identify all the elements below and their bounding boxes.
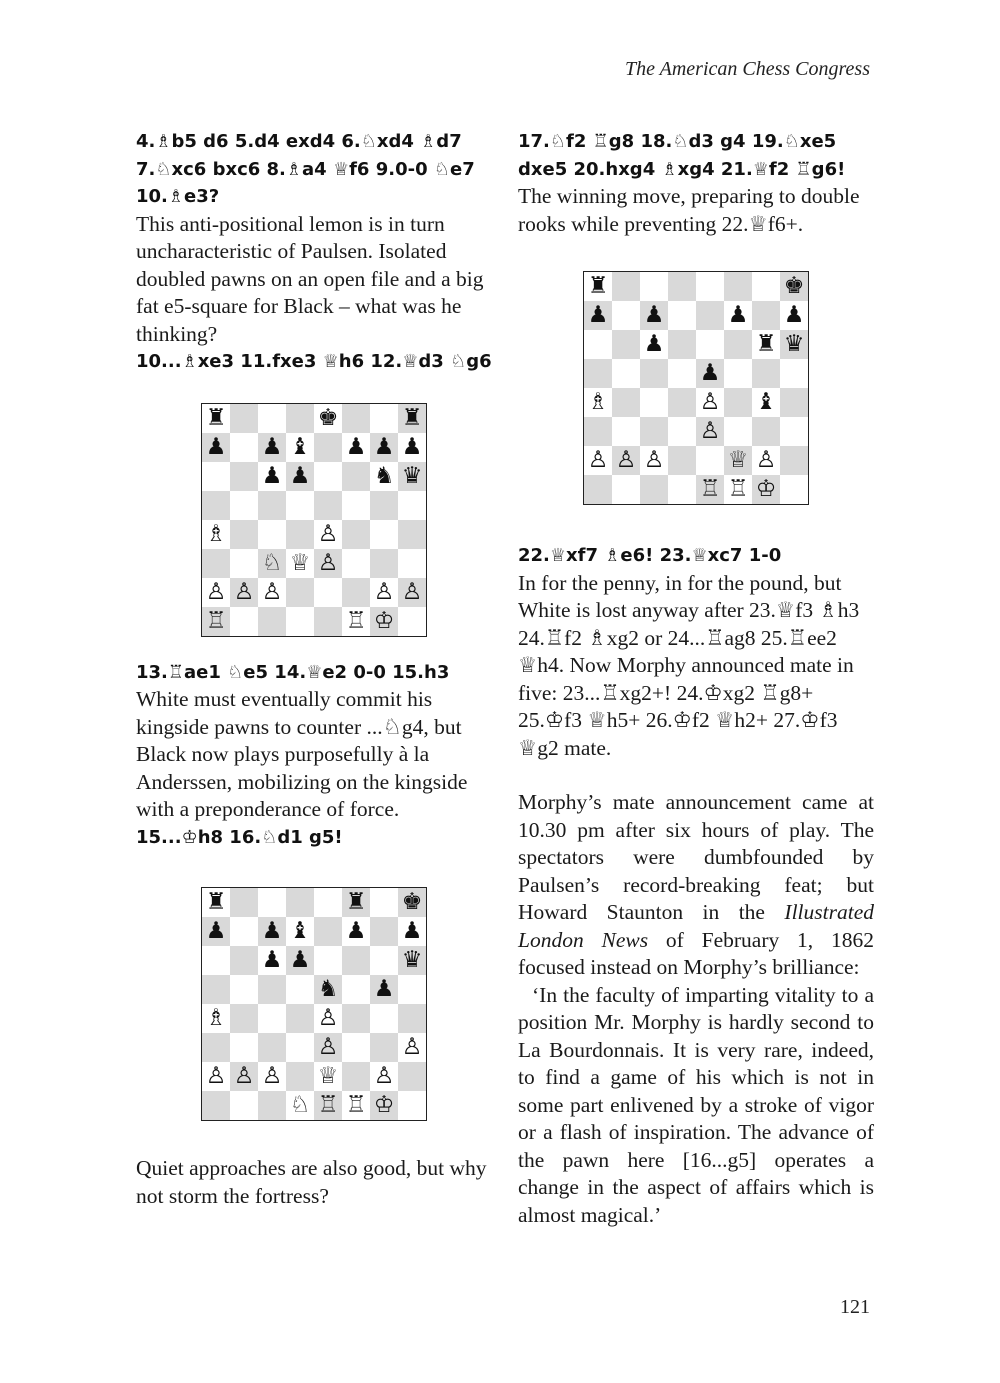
board-square <box>258 888 286 917</box>
board-square <box>584 272 612 301</box>
black-rook-icon: ♜ <box>205 404 227 431</box>
board-square <box>202 975 230 1004</box>
commentary-paragraph: In for the penny, in for the pound, but White is lost anyway after 23.♕f3 ♗h3 24.♖f2 ♗xg2 or 24...♖ag8 25.♖ee2 ♕h4. Now Morphy announced mate in five: 23...♖xg2+! 24.♔xg2 ♖g8+ 25.♔f3 ♕h5+ 26.♔f2 ♕h2+ 27.♔f3 ♕g2 mate. <box>518 570 860 760</box>
board-square <box>258 607 286 636</box>
white-pawn-icon: ♙ <box>373 578 395 605</box>
board-square <box>612 475 640 504</box>
board-square <box>612 446 640 475</box>
board-square <box>584 330 612 359</box>
white-pawn-icon: ♙ <box>233 578 255 605</box>
white-king-icon: ♔ <box>373 607 395 634</box>
board-square <box>342 888 370 917</box>
black-queen-icon: ♛ <box>401 462 423 489</box>
black-pawn-icon: ♟ <box>345 918 367 944</box>
black-rook-icon: ♜ <box>205 889 227 915</box>
black-rook-icon: ♜ <box>587 273 609 299</box>
board-square <box>370 917 398 946</box>
board-square <box>258 491 286 520</box>
white-rook-icon: ♖ <box>345 1092 367 1118</box>
board-square <box>398 1033 426 1062</box>
black-pawn-icon: ♟ <box>261 433 283 460</box>
board-square <box>370 520 398 549</box>
board-square <box>314 1091 342 1120</box>
board-square <box>202 578 230 607</box>
board-square <box>612 417 640 446</box>
board-square <box>202 462 230 491</box>
board-square <box>640 330 668 359</box>
board-square <box>314 491 342 520</box>
board-square <box>724 417 752 446</box>
board-square <box>612 388 640 417</box>
board-square <box>202 549 230 578</box>
board-square <box>258 975 286 1004</box>
left-column <box>136 128 492 1210</box>
board-square <box>202 433 230 462</box>
board-square <box>370 1033 398 1062</box>
board-square <box>668 330 696 359</box>
black-pawn-icon: ♟ <box>205 918 227 944</box>
board-square <box>342 404 370 433</box>
black-pawn-icon: ♟ <box>289 947 311 973</box>
board-square <box>696 272 724 301</box>
board-square <box>342 946 370 975</box>
board-square <box>640 359 668 388</box>
board-square <box>640 446 668 475</box>
black-rook-icon: ♜ <box>755 331 777 357</box>
black-king-icon: ♚ <box>317 404 339 431</box>
black-pawn-icon: ♟ <box>727 302 749 328</box>
board-square <box>342 1091 370 1120</box>
board-square <box>202 946 230 975</box>
black-pawn-icon: ♟ <box>643 302 665 328</box>
board-square <box>724 388 752 417</box>
board-square <box>230 1062 258 1091</box>
black-pawn-icon: ♟ <box>373 433 395 460</box>
white-pawn-icon: ♙ <box>317 520 339 547</box>
chess-diagram <box>136 887 492 1121</box>
white-pawn-icon: ♙ <box>587 447 609 473</box>
black-bishop-icon: ♝ <box>755 389 777 415</box>
board-square <box>752 301 780 330</box>
chess-diagram <box>518 271 874 505</box>
white-pawn-icon: ♙ <box>699 389 721 415</box>
white-pawn-icon: ♙ <box>317 549 339 576</box>
board-square <box>752 359 780 388</box>
white-pawn-icon: ♙ <box>317 1034 339 1060</box>
board-square <box>286 1062 314 1091</box>
black-knight-icon: ♞ <box>317 976 339 1002</box>
board-square <box>258 404 286 433</box>
board-square <box>370 946 398 975</box>
move-sequence: 10...♗xe3 11.fxe3 ♕h6 12.♕d3 ♘g6 <box>136 351 492 372</box>
white-pawn-icon: ♙ <box>205 1063 227 1089</box>
board-square <box>202 1062 230 1091</box>
white-rook-icon: ♖ <box>317 1092 339 1118</box>
white-queen-icon: ♕ <box>727 447 749 473</box>
board-square <box>342 549 370 578</box>
board-square <box>230 578 258 607</box>
board-square <box>752 330 780 359</box>
board-square <box>342 491 370 520</box>
publication-title: Illustrated London News <box>518 900 874 952</box>
white-rook-icon: ♖ <box>727 476 749 502</box>
board-square <box>230 433 258 462</box>
black-pawn-icon: ♟ <box>345 433 367 460</box>
board-square <box>314 433 342 462</box>
black-rook-icon: ♜ <box>401 404 423 431</box>
chess-board <box>201 403 427 637</box>
white-pawn-icon: ♙ <box>233 1063 255 1089</box>
white-pawn-icon: ♙ <box>699 418 721 444</box>
board-square <box>612 272 640 301</box>
board-square <box>202 917 230 946</box>
board-square <box>398 491 426 520</box>
board-square <box>286 549 314 578</box>
board-square <box>398 888 426 917</box>
white-knight-icon: ♘ <box>261 549 283 576</box>
board-square <box>370 1004 398 1033</box>
board-square <box>668 272 696 301</box>
black-pawn-icon: ♟ <box>401 918 423 944</box>
board-square <box>286 404 314 433</box>
board-square <box>370 975 398 1004</box>
board-square <box>230 491 258 520</box>
board-square <box>752 272 780 301</box>
white-pawn-icon: ♙ <box>643 447 665 473</box>
board-square <box>286 946 314 975</box>
board-square <box>668 388 696 417</box>
board-square <box>258 946 286 975</box>
board-square <box>286 433 314 462</box>
white-rook-icon: ♖ <box>205 607 227 634</box>
board-square <box>342 1062 370 1091</box>
board-square <box>258 433 286 462</box>
board-square <box>724 475 752 504</box>
board-square <box>258 520 286 549</box>
board-square <box>342 1004 370 1033</box>
board-square <box>612 301 640 330</box>
board-square <box>342 607 370 636</box>
black-pawn-icon: ♟ <box>699 360 721 386</box>
board-square <box>202 607 230 636</box>
board-square <box>724 359 752 388</box>
paragraph-text: Morphy’s mate announcement came at 10.30 pm after six hours of play. The spectators were dumbfounded by Paulsen’s record-breaking feat; but Howard Staunton in the <box>518 790 874 924</box>
board-square <box>370 491 398 520</box>
white-pawn-icon: ♙ <box>205 578 227 605</box>
board-square <box>668 301 696 330</box>
black-pawn-icon: ♟ <box>261 462 283 489</box>
board-square <box>780 272 808 301</box>
board-square <box>370 578 398 607</box>
board-square <box>230 549 258 578</box>
board-square <box>398 520 426 549</box>
black-king-icon: ♚ <box>401 889 423 915</box>
white-pawn-icon: ♙ <box>373 1063 395 1089</box>
board-square <box>286 1091 314 1120</box>
board-square <box>398 578 426 607</box>
white-knight-icon: ♘ <box>289 1092 311 1118</box>
board-square <box>314 975 342 1004</box>
board-square <box>286 462 314 491</box>
board-square <box>398 462 426 491</box>
board-square <box>258 1033 286 1062</box>
board-square <box>752 475 780 504</box>
black-bishop-icon: ♝ <box>289 433 311 460</box>
board-square <box>724 301 752 330</box>
board-square <box>230 975 258 1004</box>
board-square <box>314 1033 342 1062</box>
board-square <box>370 462 398 491</box>
board-square <box>752 417 780 446</box>
white-queen-icon: ♕ <box>289 549 311 576</box>
board-square <box>640 417 668 446</box>
board-square <box>314 549 342 578</box>
chess-diagram <box>136 403 492 637</box>
board-square <box>202 520 230 549</box>
black-queen-icon: ♛ <box>401 947 423 973</box>
board-square <box>370 404 398 433</box>
board-square <box>584 388 612 417</box>
white-bishop-icon: ♗ <box>205 520 227 547</box>
white-bishop-icon: ♗ <box>205 1005 227 1031</box>
board-square <box>342 462 370 491</box>
board-square <box>202 1091 230 1120</box>
board-square <box>230 1004 258 1033</box>
board-square <box>314 917 342 946</box>
board-square <box>724 272 752 301</box>
black-pawn-icon: ♟ <box>261 947 283 973</box>
board-square <box>314 888 342 917</box>
board-square <box>398 917 426 946</box>
commentary-paragraph <box>518 789 874 982</box>
board-square <box>668 475 696 504</box>
right-column <box>518 128 874 1229</box>
board-square <box>286 975 314 1004</box>
white-bishop-icon: ♗ <box>587 389 609 415</box>
board-square <box>398 549 426 578</box>
paragraph-text: of February 1, 1862 focused instead on Morphy’s brilliance: <box>518 927 874 979</box>
board-square <box>342 975 370 1004</box>
black-knight-icon: ♞ <box>373 462 395 489</box>
board-square <box>230 1091 258 1120</box>
board-square <box>314 946 342 975</box>
board-square <box>780 446 808 475</box>
black-queen-icon: ♛ <box>783 331 805 357</box>
board-square <box>286 1004 314 1033</box>
white-pawn-icon: ♙ <box>261 1063 283 1089</box>
white-pawn-icon: ♙ <box>615 447 637 473</box>
board-square <box>230 888 258 917</box>
chess-board <box>583 271 809 505</box>
board-square <box>640 475 668 504</box>
board-square <box>398 975 426 1004</box>
board-square <box>780 388 808 417</box>
board-square <box>314 607 342 636</box>
board-square <box>286 491 314 520</box>
board-square <box>370 888 398 917</box>
black-rook-icon: ♜ <box>345 889 367 915</box>
board-square <box>780 417 808 446</box>
black-pawn-icon: ♟ <box>261 918 283 944</box>
white-pawn-icon: ♙ <box>261 578 283 605</box>
board-square <box>286 917 314 946</box>
running-header: The American Chess Congress <box>625 58 870 80</box>
board-square <box>668 417 696 446</box>
board-square <box>370 1091 398 1120</box>
black-pawn-icon: ♟ <box>587 302 609 328</box>
board-square <box>398 404 426 433</box>
board-square <box>584 301 612 330</box>
board-square <box>370 607 398 636</box>
board-square <box>696 359 724 388</box>
black-pawn-icon: ♟ <box>373 976 395 1002</box>
black-pawn-icon: ♟ <box>289 462 311 489</box>
white-king-icon: ♔ <box>755 476 777 502</box>
board-square <box>258 1091 286 1120</box>
board-square <box>258 1062 286 1091</box>
board-square <box>286 607 314 636</box>
board-square <box>668 359 696 388</box>
board-square <box>398 607 426 636</box>
white-queen-icon: ♕ <box>317 1063 339 1089</box>
board-square <box>230 462 258 491</box>
board-square <box>258 917 286 946</box>
board-square <box>696 475 724 504</box>
white-pawn-icon: ♙ <box>755 447 777 473</box>
board-square <box>584 446 612 475</box>
white-pawn-icon: ♙ <box>401 578 423 605</box>
white-king-icon: ♔ <box>373 1092 395 1118</box>
board-square <box>230 520 258 549</box>
board-square <box>342 578 370 607</box>
board-square <box>640 388 668 417</box>
commentary-paragraph: This anti-positional lemon is in turn uncharacteristic of Paulsen. Isolated doubled pawns on an open file and a big fat e5-square for Black – what was he thinking? <box>136 211 484 346</box>
board-square <box>314 404 342 433</box>
board-square <box>696 330 724 359</box>
board-square <box>780 301 808 330</box>
black-pawn-icon: ♟ <box>783 302 805 328</box>
move-sequence: 13.♖ae1 ♘e5 14.♕e2 0-0 15.h3 <box>136 661 450 683</box>
white-rook-icon: ♖ <box>345 607 367 634</box>
board-square <box>230 1033 258 1062</box>
board-square <box>398 1062 426 1091</box>
board-square <box>258 1004 286 1033</box>
board-square <box>398 433 426 462</box>
board-square <box>314 1062 342 1091</box>
board-square <box>342 520 370 549</box>
board-square <box>258 578 286 607</box>
black-bishop-icon: ♝ <box>289 918 311 944</box>
board-square <box>286 1033 314 1062</box>
move-sequence: 15...♔h8 16.♘d1 g5! <box>136 826 343 848</box>
commentary-paragraph: White must eventually commit his kingside pawns to counter ...♘g4, but Black now plays purposefully à la Anderssen, mobilizing on the kingside with a preponderance of force. <box>136 687 468 821</box>
move-sequence: 17.♘f2 ♖g8 18.♘d3 g4 19.♘xe5 dxe5 20.hxg4 ♗xg4 21.♕f2 ♖g6! <box>518 131 846 180</box>
board-square <box>314 520 342 549</box>
board-square <box>780 330 808 359</box>
board-square <box>640 301 668 330</box>
board-square <box>370 1062 398 1091</box>
white-pawn-icon: ♙ <box>401 1034 423 1060</box>
move-sequence: 4.♗b5 d6 5.d4 exd4 6.♘xd4 ♗d7 7.♘xc6 bxc6 8.♗a4 ♕f6 9.0-0 ♘e7 10.♗e3? <box>136 131 475 207</box>
board-square <box>696 417 724 446</box>
board-square <box>230 404 258 433</box>
board-square <box>286 578 314 607</box>
board-square <box>696 388 724 417</box>
white-pawn-icon: ♙ <box>317 1005 339 1031</box>
board-square <box>314 462 342 491</box>
board-square <box>370 549 398 578</box>
board-square <box>286 888 314 917</box>
board-square <box>342 917 370 946</box>
quotation-paragraph: ‘In the faculty of imparting vitality to a position Mr. Morphy is hardly second to La Bourdonnais. It is very rare, indeed, to find a game of his which is not in some part enlivened by a stroke of vigor or a flash of inspiration. The advance of the pawn here [16...g5] operates a change in the aspect of affairs which is almost magical.’ <box>518 982 874 1227</box>
board-square <box>612 359 640 388</box>
board-square <box>584 359 612 388</box>
board-square <box>398 946 426 975</box>
chess-board <box>201 887 427 1121</box>
board-square <box>398 1091 426 1120</box>
board-square <box>612 330 640 359</box>
white-rook-icon: ♖ <box>699 476 721 502</box>
board-square <box>584 475 612 504</box>
board-square <box>696 446 724 475</box>
board-square <box>752 388 780 417</box>
board-square <box>314 1004 342 1033</box>
board-square <box>780 475 808 504</box>
board-square <box>696 301 724 330</box>
board-square <box>230 607 258 636</box>
board-square <box>258 549 286 578</box>
black-king-icon: ♚ <box>783 273 805 299</box>
board-square <box>286 520 314 549</box>
board-square <box>640 272 668 301</box>
board-square <box>202 1033 230 1062</box>
black-pawn-icon: ♟ <box>643 331 665 357</box>
board-square <box>230 946 258 975</box>
board-square <box>202 491 230 520</box>
board-square <box>370 433 398 462</box>
board-square <box>668 446 696 475</box>
board-square <box>342 433 370 462</box>
board-square <box>258 462 286 491</box>
board-square <box>230 917 258 946</box>
board-square <box>724 446 752 475</box>
page-number: 121 <box>840 1296 870 1318</box>
board-square <box>780 359 808 388</box>
commentary-paragraph: The winning move, preparing to double rooks while preventing 22.♕f6+. <box>518 184 860 236</box>
board-square <box>724 330 752 359</box>
commentary-paragraph: Quiet approaches are also good, but why not storm the fortress? <box>136 1156 487 1208</box>
black-pawn-icon: ♟ <box>205 433 227 460</box>
board-square <box>342 1033 370 1062</box>
board-square <box>314 578 342 607</box>
board-square <box>202 888 230 917</box>
board-square <box>584 417 612 446</box>
board-square <box>202 404 230 433</box>
board-square <box>202 1004 230 1033</box>
black-pawn-icon: ♟ <box>401 433 423 460</box>
board-square <box>752 446 780 475</box>
board-square <box>398 1004 426 1033</box>
move-sequence: 22.♕xf7 ♗e6! 23.♕xc7 1-0 <box>518 545 782 566</box>
